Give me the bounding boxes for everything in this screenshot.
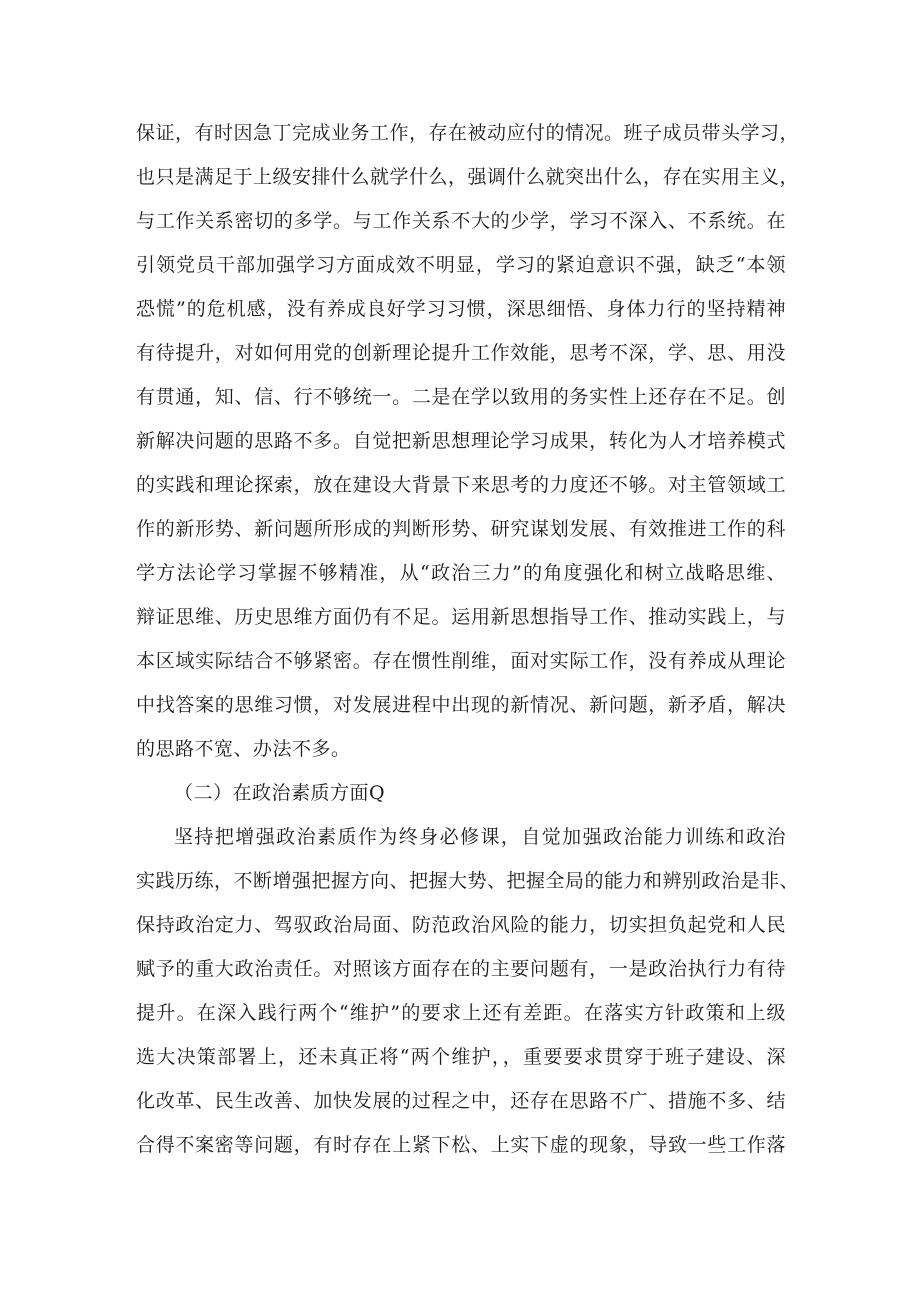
text-line: 辩证思维、历史思维方面仍有不足。运用新思想指导工作、推动实践上，与	[136, 606, 786, 628]
text-line: 有待提升，对如何用党的创新理论提升工作效能，思考不深，学、思、用没	[136, 342, 786, 364]
text-line: 保证，有时因急丁完成业务工作，存在被动应付的情况。班子成员带头学习，	[136, 122, 800, 144]
section-heading: （二）在政治素质方面Q	[174, 782, 386, 804]
text-line: 合得不案密等问题，有时存在上紧下松、上实下虚的现象，导致一些工作落	[136, 1134, 786, 1156]
text-line: 学方法论学习掌握不够精准，从“政治三力”的角度强化和树立战略思维、	[136, 562, 786, 584]
text-line: 的实践和理论探索，放在建设大背景下来思考的力度还不够。对主管领域工	[136, 474, 786, 496]
text-line: 中找答案的思维习惯，对发展进程中出现的新情况、新问题，新矛盾，解决	[136, 694, 786, 716]
text-line: 坚持把增强政治素质作为终身必修课，自觉加强政治能力训练和政治	[174, 826, 786, 848]
text-line: 的思路不宽、办法不多。	[136, 738, 351, 760]
text-line: 作的新形势、新问题所形成的判断形势、研究谋划发展、有效推进工作的科	[136, 518, 786, 540]
text-line: 也只是满足于上级安排什么就学什么，强调什么就突出什么，存在实用主义，	[136, 166, 800, 188]
text-line: 实践历练，不断增强把握方向、把握大势、把握全局的能力和辨别政治是非、	[136, 870, 800, 892]
text-line: 新解决问题的思路不多。自觉把新思想理论学习成果，转化为人才培养模式	[136, 430, 786, 452]
text-line: 选大决策部署上，还未真正将“两个维护，，重要要求贯穿于班子建设、深	[136, 1046, 786, 1068]
text-line: 赋予的重大政治责任。对照该方面存在的主要问题有，一是政治执行力有待	[136, 958, 786, 980]
text-line: 保持政治定力、驾驭政治局面、防范政治风险的能力，切实担负起党和人民	[136, 914, 786, 936]
text-line: 提升。在深入践行两个“维护”的要求上还有差距。在落实方针政策和上级	[136, 1002, 786, 1024]
text-line: 与工作关系密切的多学。与工作关系不大的少学，学习不深入、不系统。在	[136, 210, 786, 232]
text-line: 恐慌”的危机感，没有养成良好学习习惯，深思细悟、身体力行的坚持精神	[136, 298, 786, 320]
text-line: 本区域实际结合不够紧密。存在惯性削维，面对实际工作，没有养成从理论	[136, 650, 786, 672]
text-line: 引领党员干部加强学习方面成效不明显，学习的紧迫意识不强，缺乏“本领	[136, 254, 786, 276]
text-line: 化改革、民生改善、加快发展的过程之中，还存在思路不广、措施不多、结	[136, 1090, 786, 1112]
text-line: 有贯通，知、信、行不够统一。二是在学以致用的务实性上还存在不足。创	[136, 386, 786, 408]
